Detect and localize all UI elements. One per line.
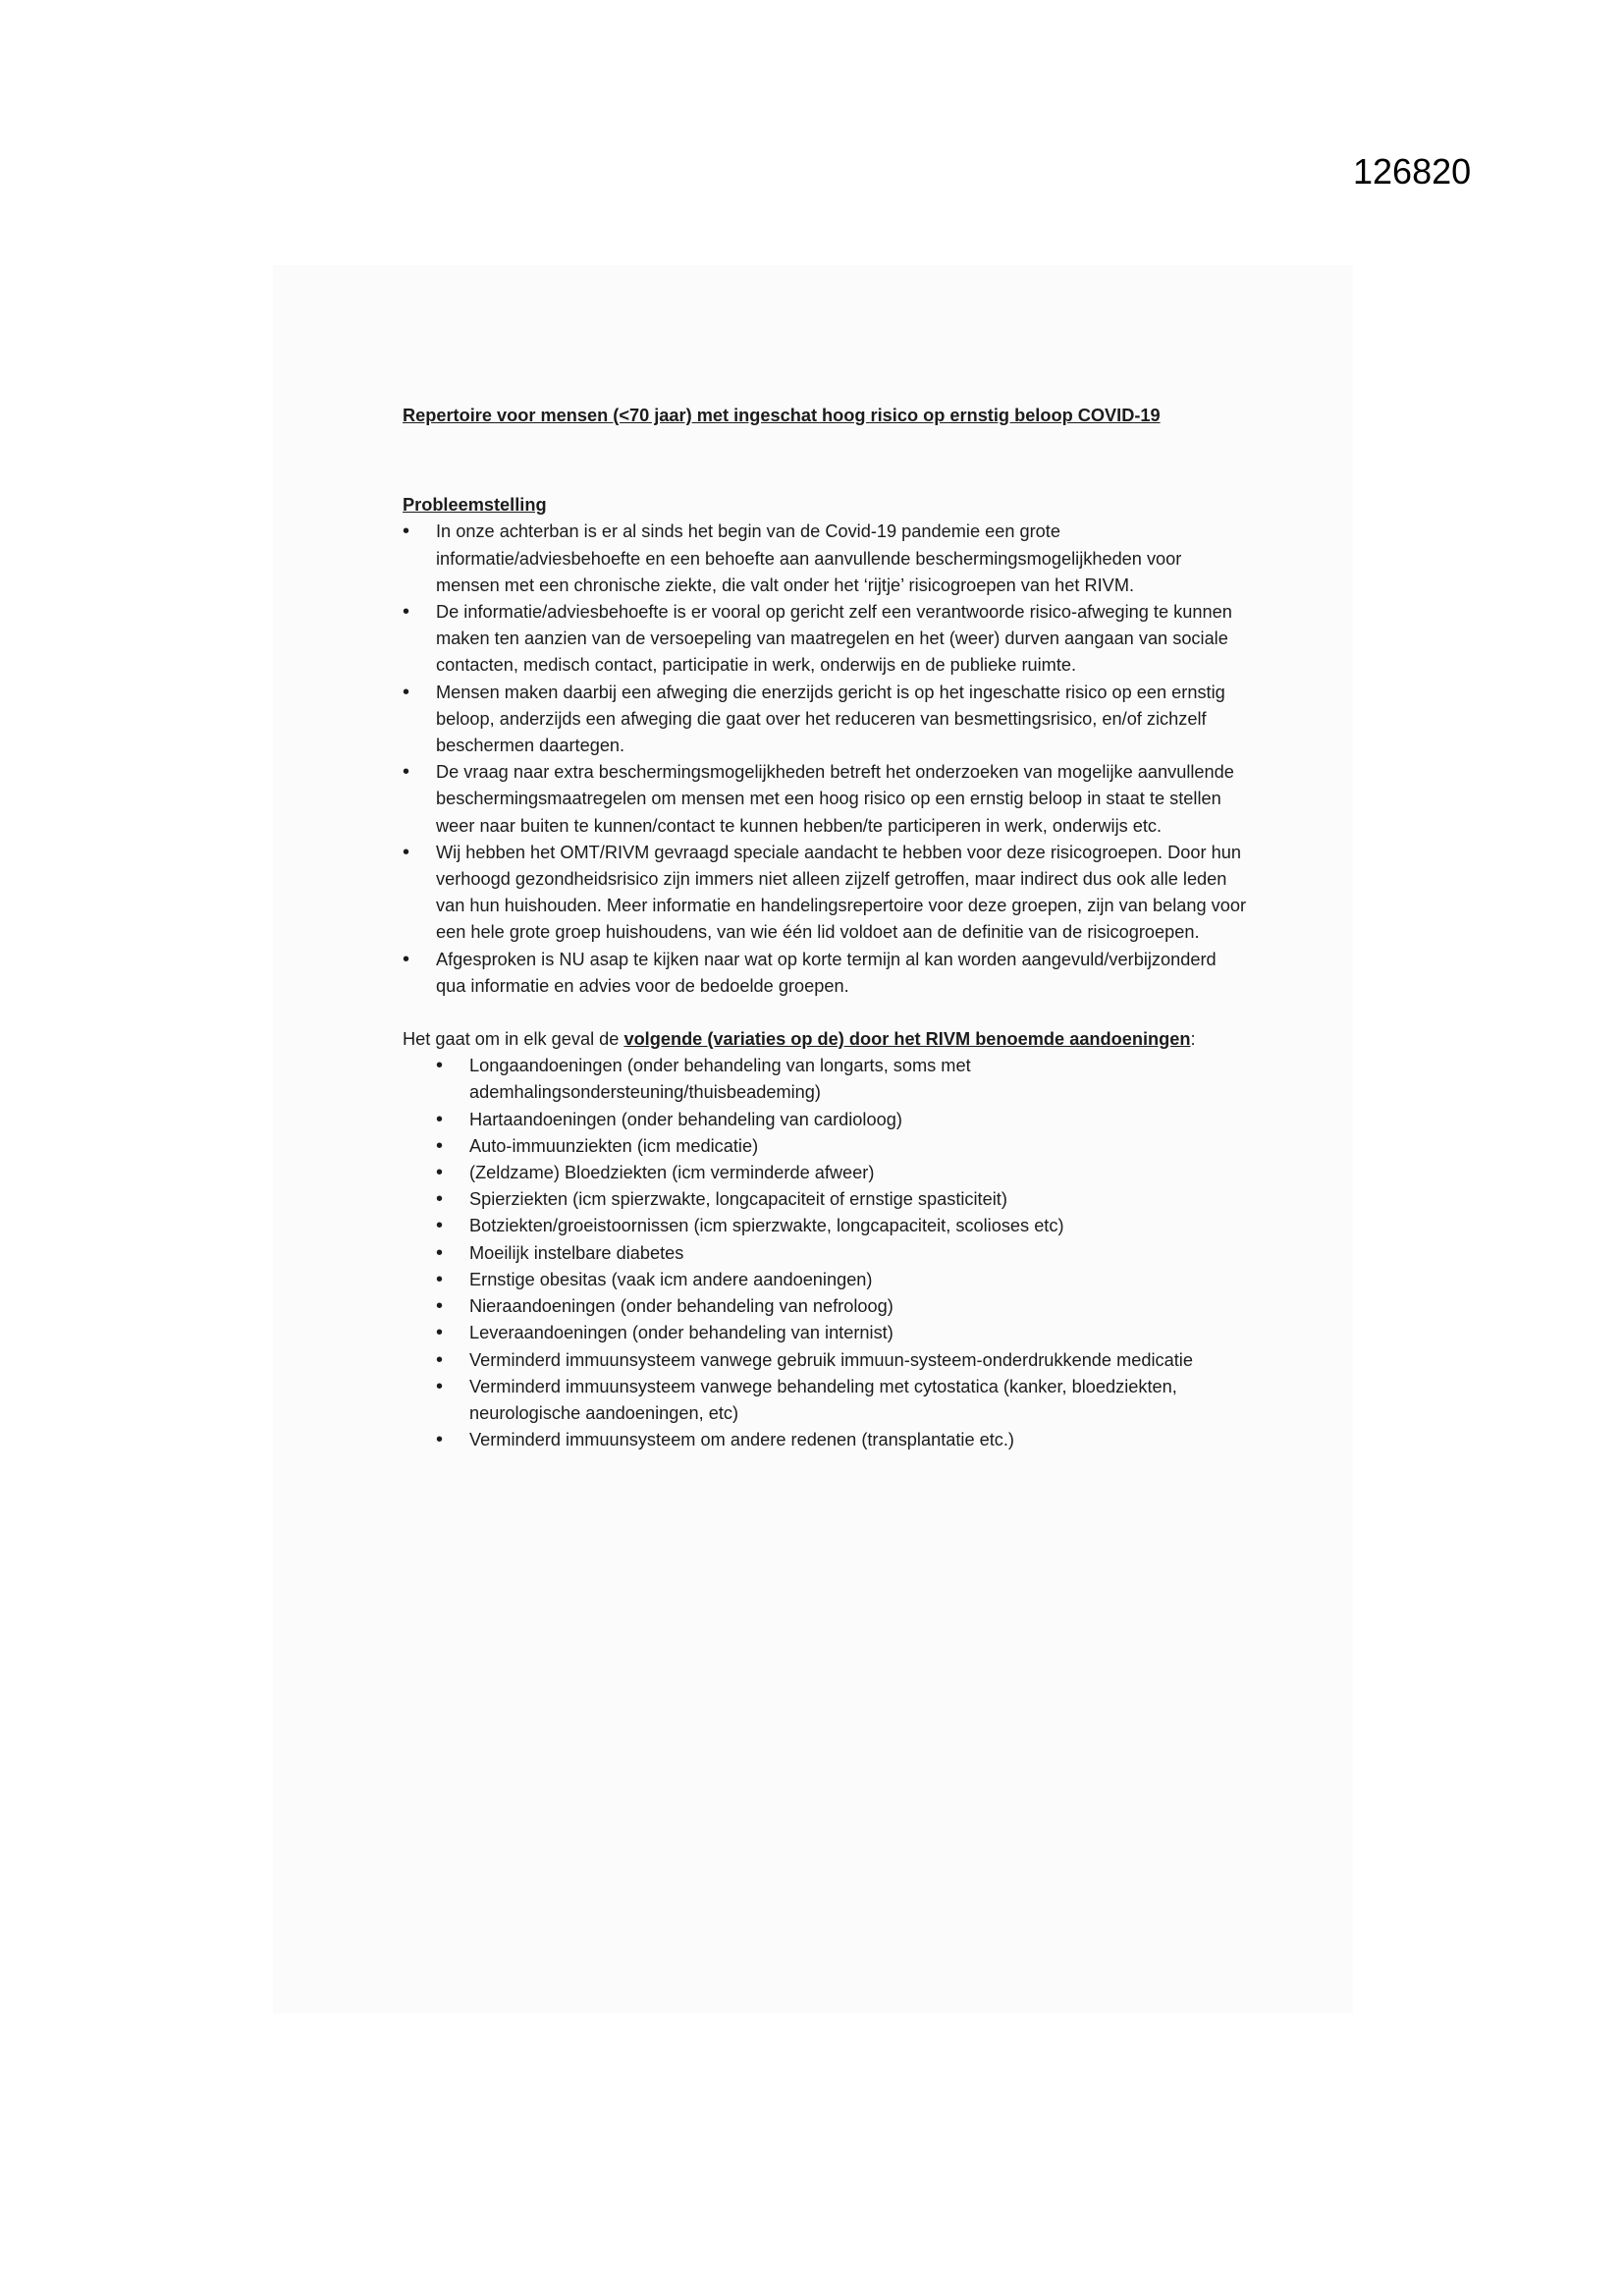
list-item: • In onze achterban is er al sinds het begin van de Covid-19 pandemie een grote informatie/adviesbehoefte en een behoefte aan aanvullende beschermingsmogelijkheden voor mensen met een chronische ziekte, die valt onder het ‘rijtje’ risicogroepen van het RIVM. (403, 519, 1247, 599)
document-body (403, 403, 1247, 1453)
list-item: • Auto-immuunziekten (icm medicatie) (436, 1133, 1247, 1160)
intro-text: Het gaat om in elk geval de (403, 1029, 624, 1050)
list-item: • Verminderd immuunsysteem vanwege gebruik immuun-systeem-onderdrukkende medicatie (436, 1347, 1247, 1374)
list-item: • Afgesproken is NU asap te kijken naar wat op korte termijn al kan worden aangevuld/verbijzonderd qua informatie en advies voor de bedoelde groepen. (403, 947, 1247, 1000)
list-item: • (Zeldzame) Bloedziekten (icm verminderde afweer) (436, 1160, 1247, 1186)
list-item: • Wij hebben het OMT/RIVM gevraagd speciale aandacht te hebben voor deze risicogroepen. Door hun verhoogd gezondheidsrisico zijn immers niet alleen zijzelf getroffen, maar indirect dus ook alle leden van hun huishouden. Meer informatie en handelingsrepertoire voor deze groepen, zijn van belang voor een hele grote groep huishoudens, van wie één lid voldoet aan de definitie van de risicogroepen. (403, 840, 1247, 947)
list-item: • Verminderd immuunsysteem om andere redenen (transplantatie etc.) (436, 1427, 1247, 1453)
list-item: • Moeilijk instelbare diabetes (436, 1240, 1247, 1267)
list-item: • Longaandoeningen (onder behandeling van longarts, soms met ademhalingsondersteuning/thuisbeademing) (436, 1053, 1247, 1106)
list-item: • Botziekten/groeistoornissen (icm spierzwakte, longcapaciteit, scolioses etc) (436, 1213, 1247, 1239)
list-item: • Hartaandoeningen (onder behandeling van cardioloog) (436, 1107, 1247, 1133)
list-item: • Leveraandoeningen (onder behandeling van internist) (436, 1320, 1247, 1346)
intro-emphasis: volgende (variaties op de) door het RIVM benoemde aandoeningen (623, 1029, 1191, 1050)
list-item: • Mensen maken daarbij een afweging die enerzijds gericht is op het ingeschatte risico op een ernstig beloop, anderzijds een afweging die gaat over het reduceren van besmettingsrisico, en/of zichzelf beschermen daartegen. (403, 680, 1247, 760)
conditions-intro (403, 1026, 1247, 1053)
problem-list (403, 519, 1247, 1000)
list-item: • De vraag naar extra beschermingsmogelijkheden betreft het onderzoeken van mogelijke aanvullende beschermingsmaatregelen om mensen met een hoog risico op een ernstig beloop in staat te stellen weer naar buiten te kunnen/contact te kunnen hebben/te participeren in werk, onderwijs etc. (403, 759, 1247, 840)
list-item: • Nieraandoeningen (onder behandeling van nefroloog) (436, 1293, 1247, 1320)
intro-colon: : (1190, 1029, 1196, 1050)
list-item: • Verminderd immuunsysteem vanwege behandeling met cytostatica (kanker, bloedziekten, neurologische aandoeningen, etc) (436, 1374, 1247, 1427)
section-heading-problem: Probleemstelling (403, 495, 547, 516)
document-number: 126820 (1353, 151, 1472, 191)
list-item: • Spierziekten (icm spierzwakte, longcapaciteit of ernstige spasticiteit) (436, 1186, 1247, 1213)
list-item: • Ernstige obesitas (vaak icm andere aandoeningen) (436, 1267, 1247, 1293)
list-item: • De informatie/adviesbehoefte is er vooral op gericht zelf een verantwoorde risico-afweging te kunnen maken ten aanzien van de versoepeling van maatregelen en het (weer) durven aangaan van sociale contacten, medisch contact, participatie in werk, onderwijs en de publieke ruimte. (403, 599, 1247, 680)
document-title: Repertoire voor mensen (<70 jaar) met ingeschat hoog risico op ernstig beloop COVID-19 (403, 406, 1161, 425)
conditions-list (436, 1053, 1247, 1453)
